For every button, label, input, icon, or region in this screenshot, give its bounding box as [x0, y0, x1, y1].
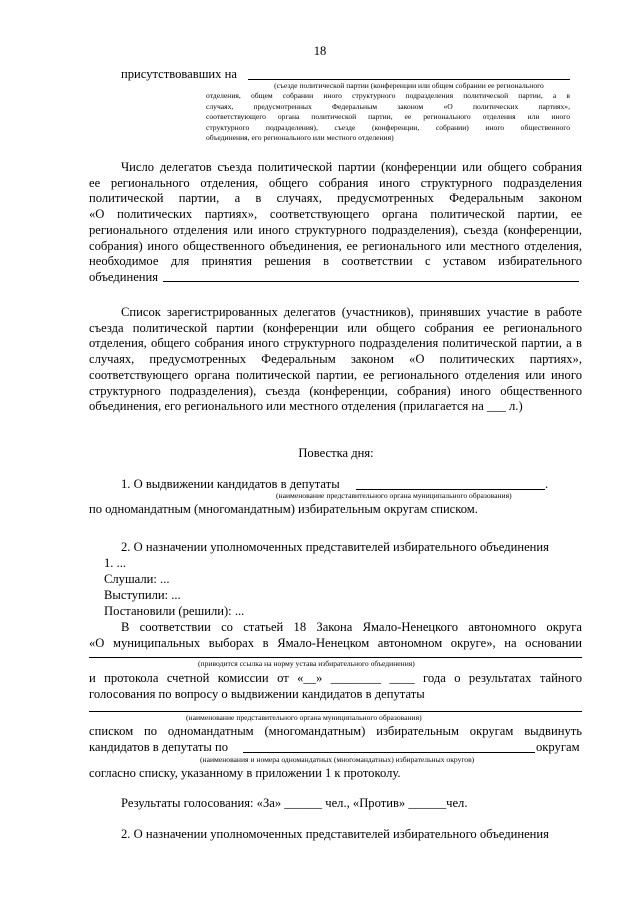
- paragraph-line: политической партии, а в случаях, предусмотренных Федеральным законом: [89, 191, 582, 206]
- proceeding-point: 1. ...: [104, 556, 127, 570]
- paragraph-line: списком по одномандатным (многомандатным) избирательным округам выдвинуть: [89, 724, 582, 738]
- appendix-reference: согласно списку, указанному в приложении 1 к протоколу.: [89, 766, 401, 780]
- agenda-title: Повестка дня:: [298, 446, 374, 460]
- paragraph-line: объединения: [89, 269, 159, 284]
- heard-label: Слушали: ...: [104, 572, 170, 586]
- meeting-caption-line: отделения, общем собрании иного структурного подразделения политической партии, а в: [206, 91, 570, 100]
- districts-caption: (наименования и номера одномандатных (многомандатных) избирательных округов): [200, 755, 475, 764]
- representative-body-blank: [356, 489, 545, 490]
- paragraph-line: отделения, общего собрания иного структурного подразделения политической партии, а в: [89, 336, 582, 351]
- paragraph-line: объединения, его регионального или местного отделения (прилагается на ___ л.): [89, 399, 523, 414]
- agenda-item-1-continued: по одномандатным (многомандатным) избирательным округам списком.: [89, 502, 478, 516]
- paragraph-line: регионального отделения или иного структурного подразделения), съезда (конференции,: [89, 222, 582, 237]
- paragraph-line: В соответствии со статьей 18 Закона Ямало-Ненецкого автономного округа: [121, 620, 582, 634]
- paragraph-line: и протокола счетной комиссии от «__» ________ ____ года о результатах тайного: [89, 671, 582, 685]
- candidates-label: кандидатов в депутаты по: [89, 740, 229, 754]
- paragraph-line: необходимое для принятия решения в соответствии с уставом избирательного: [89, 254, 582, 269]
- resolved-label: Постановили (решили): ...: [104, 604, 245, 618]
- districts-blank: [243, 752, 535, 753]
- meeting-caption-line: объединения, его регионального или местного отделения): [206, 133, 394, 142]
- delegates-count-blank: [163, 281, 579, 282]
- paragraph-line: съезда политической партии (конференции или общего собрания ее регионального: [89, 320, 582, 335]
- agenda-item-2: 2. О назначении уполномоченных представителей избирательного объединения: [121, 540, 549, 554]
- meeting-caption-line: соответствующего органа политической партии, ее регионального отделения или иного: [206, 112, 570, 121]
- paragraph-line: голосования по вопросу о выдвижении кандидатов в депутаты: [89, 686, 425, 701]
- spoke-label: Выступили: ...: [104, 588, 181, 602]
- agenda-item-2-repeat: 2. О назначении уполномоченных представителей избирательного объединения: [121, 827, 549, 841]
- paragraph-line: собрания) иного общественного объединения, ее регионального или местного отделения,: [89, 238, 582, 253]
- candidates-end: округам: [536, 740, 580, 754]
- voting-results: Результаты голосования: «За» ______ чел., «Против» ______чел.: [121, 796, 468, 810]
- representative-body-caption-2: (наименование представительного органа муниципального образования): [186, 713, 422, 722]
- agenda-item-1-end: .: [545, 477, 549, 491]
- meeting-caption-line: структурного подразделения), съезде (конференции, собрании) иного общественного: [206, 122, 570, 132]
- paragraph-line: «О муниципальных выборах в Ямало-Ненецком автономном округе», на основании: [89, 635, 582, 650]
- charter-reference-blank: [89, 657, 582, 658]
- paragraph-line: структурного подразделения), съезда (конференции, собрания) иного общественного: [89, 383, 582, 398]
- paragraph-line: случаях, предусмотренных Федеральным законом «О политических партиях»,: [89, 352, 582, 367]
- meeting-caption-line: (съезде политической партии (конференции или общем собрании ее регионального: [274, 81, 544, 90]
- agenda-item-1: 1. О выдвижении кандидатов в депутаты: [121, 477, 340, 491]
- meeting-name-blank: [248, 79, 570, 80]
- paragraph-line: Число делегатов съезда политической партии (конференции или общего собрания: [121, 160, 582, 174]
- paragraph-line: Список зарегистрированных делегатов (участников), принявших участие в работе: [121, 305, 582, 319]
- representative-body-blank-2: [89, 711, 582, 712]
- present-label: присутствовавших на: [121, 67, 237, 81]
- charter-reference-caption: (приводится ссылка на норму устава избирательного объединения): [198, 659, 415, 668]
- page-number: 18: [313, 44, 327, 58]
- representative-body-caption: (наименование представительного органа муниципального образования): [276, 491, 512, 500]
- meeting-caption-line: случаях, предусмотренных Федеральным законом «О политических партиях»,: [206, 101, 570, 111]
- paragraph-line: ее регионального отделения, общего собрания иного структурного подразделения: [89, 175, 582, 190]
- paragraph-line: соответствующего органа политической партии, ее регионального отделения или иного: [89, 367, 582, 382]
- paragraph-line: «О политических партиях», соответствующего органа политической партии, ее: [89, 207, 582, 222]
